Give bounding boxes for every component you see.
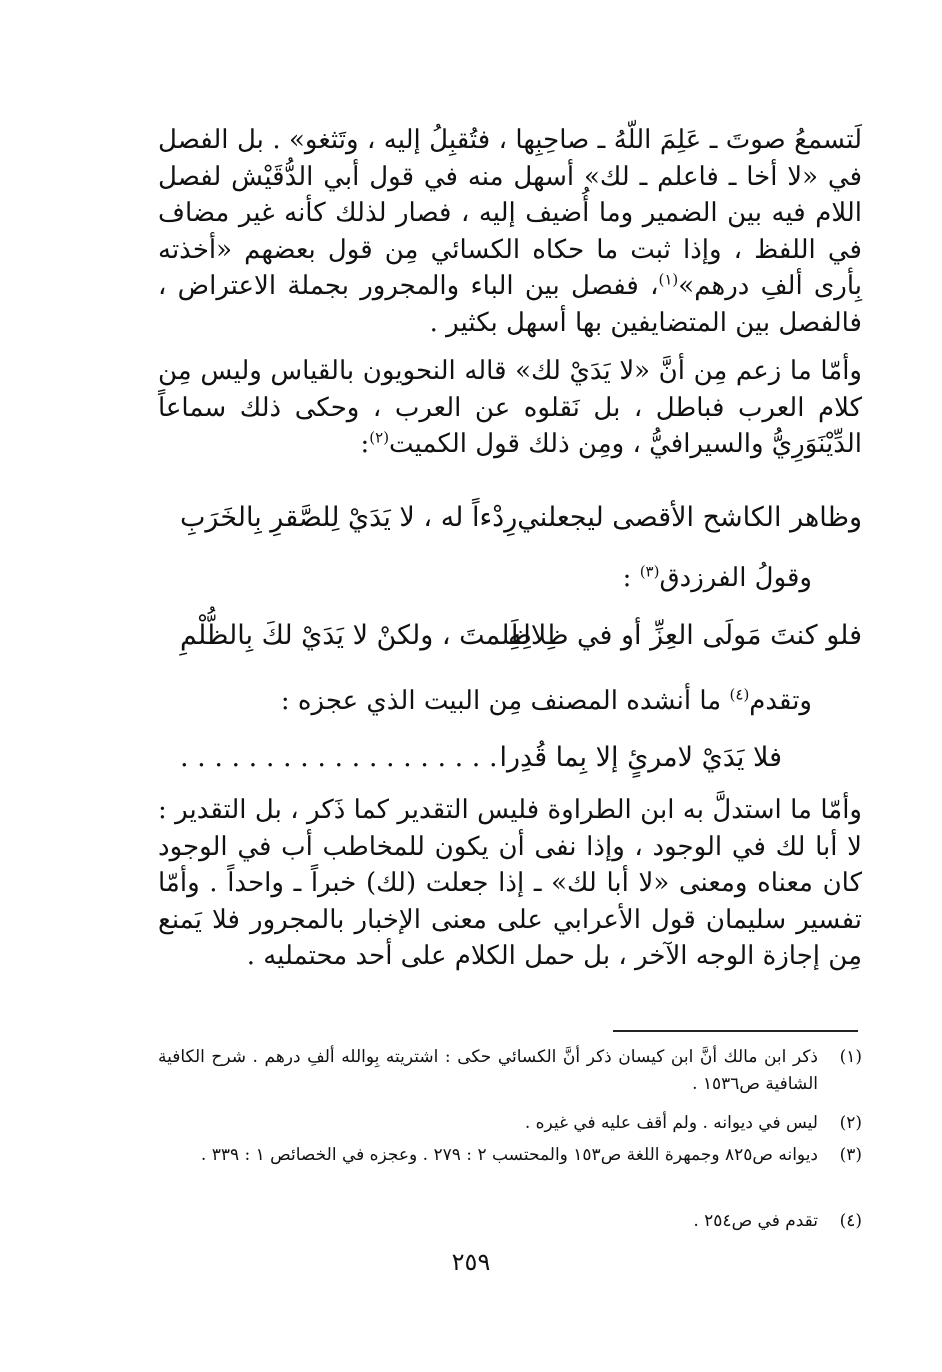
verse-3-second-hemistich: فلا يَدَيْ لامرئٍ إلا بِما قُدِرا	[499, 742, 782, 773]
footnote-1-text: ذكر ابن مالك أنَّ ابن كيسان ذكر أنَّ الكسائي حكى : اشتريته بِوالله ألفِ درهم . شرح الكافية الشافية ص١٥٣٦ .	[158, 1047, 818, 1094]
footnote-ref-2: (٢)	[369, 428, 390, 447]
paragraph-2-tail: :	[360, 429, 370, 459]
footnote-3-text: ديوانه ص٨٢٥ وجمهرة اللغة ص١٥٣ والمحتسب ٢ : ٢٧٩ . وعجزه في الخصائص ١ : ٣٣٩ .	[200, 1145, 818, 1165]
verse-3-omitted-hemistich: . . . . . . . . . . . . . . . . . . .	[180, 742, 498, 773]
footnote-ref-1: (١)	[658, 270, 679, 289]
footnote-3	[158, 1142, 862, 1169]
paragraph-1-text: لَتسمعُ صوتَ ـ عَلِمَ اللّهُ ـ صاحِبِها ، فتُقبِلُ إليه ، وتَثغو» . بل الفصل في «لا أخا ـ فاعلم ـ لك» أسهل منه في قول أبي الدُّقَيْش لفصل اللام فيه بين الضمير وما أُضيف إليه ، فصار لذلك كأنه غير مضاف في اللفظ ، وإذا ثبت ما حكاه الكسائي مِن قول بعضهم «أخذته بِأرى ألفِ درهم»	[158, 125, 863, 301]
taqaddam-tail: ما أنشده المصنف مِن البيت الذي عجزه :	[280, 686, 722, 716]
verse-3	[150, 742, 862, 782]
page-number: ٢٥٩	[451, 1248, 491, 1276]
taqaddam-line	[212, 683, 812, 719]
footnote-ref-4: (٤)	[729, 685, 750, 704]
paragraph-3	[158, 792, 862, 975]
paragraph-2-text: وأمّا ما زعم مِن أنَّ «لا يَدَيْ لك» قاله النحويون بالقياس وليس مِن كلام العرب فباطل ، بل نَقلوه عن العرب ، وحكى ذلك سماعاً الدِّيْنَوَرِيُّ والسيرافيُّ ، ومِن ذلك قول الكميت	[158, 356, 862, 459]
verse-1-first-hemistich: وظاهر الكاشح الأقصى ليجعلني	[517, 502, 862, 533]
footnote-1-number: (١)	[839, 1047, 862, 1067]
footnote-4-text: تقدم في ص٢٥٤ .	[693, 1211, 818, 1231]
paragraph-1	[158, 122, 862, 341]
footnote-2-text: ليس في ديوانه . ولم أقف عليه في غيره .	[524, 1113, 818, 1133]
farazdaq-tail: :	[622, 563, 632, 593]
footnote-1	[158, 1044, 862, 1098]
footnote-2	[158, 1110, 862, 1137]
paragraph-2	[158, 353, 862, 463]
verse-1-second-hemistich: رِدْءاً له ، لا يَدَيْ لِلصَّقرِ بِالخَرَبِ	[180, 502, 518, 533]
footnote-4	[158, 1208, 862, 1235]
footnote-2-number: (٢)	[839, 1113, 862, 1133]
footnote-separator	[613, 1030, 858, 1032]
footnote-ref-3: (٣)	[639, 562, 660, 581]
verse-2-second-hemistich: ظَلمتَ ، ولكنْ لا يَدَيْ لكَ بِالظُّلْمِ	[180, 620, 532, 651]
verse-2	[150, 620, 862, 660]
farazdaq-intro-line	[212, 560, 812, 596]
taqaddam-intro: وتقدم	[749, 686, 812, 716]
paragraph-1-tail: ، ففصل بين الباء والمجرور بجملة الاعتراض ، فالفصل بين المتضايفين بها أسهل بكثير .	[158, 271, 862, 338]
farazdaq-intro: وقولُ الفرزدق	[659, 563, 812, 593]
footnote-4-number: (٤)	[839, 1211, 862, 1231]
footnote-3-number: (٣)	[839, 1145, 862, 1165]
paragraph-3-text: وأمّا ما استدلَّ به ابن الطراوة فليس التقدير كما ذَكر ، بل التقدير : لا أبا لك في الوجود ، وإذا نفى أن يكون للمخاطب أب في الوجود كان معناه ومعنى «لا أبا لك» ـ إذا جعلت (لك) خبراً ـ واحداً . وأمّا تفسير سليمان قول الأعرابي على معنى الإخبار بالمجرور فلا يَمنع مِن إجازة الوجه الآخر ، بل حمل الكلام على أحد محتمليه .	[158, 795, 862, 971]
verse-2-first-hemistich: فلو كنتَ مَولَى العِزِّ أو في ظِلالِهِ	[508, 620, 862, 651]
verse-1	[150, 502, 862, 542]
